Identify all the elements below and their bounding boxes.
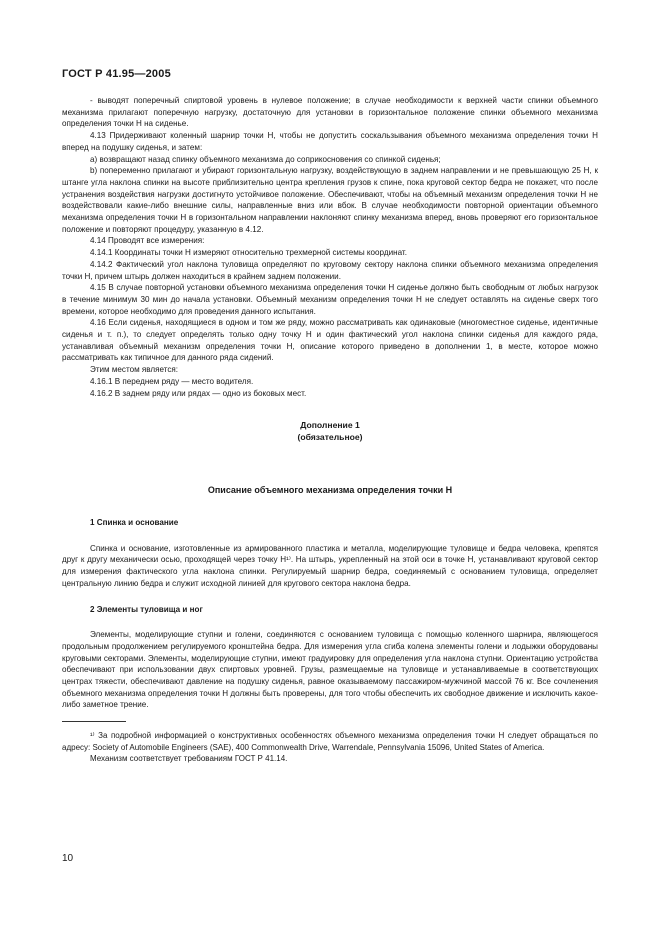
paragraph: 4.15 В случае повторной установки объемного механизма определения точки H сиденье должно быть свободным от любых нагрузок в течение минимум 30 мин до начала установки. Объемный механизм определения точки H не следует оставлять на сиденье сверх того времени, которое необходимо для проведения данного испытания.: [62, 283, 598, 316]
paragraph: 4.14.2 Фактический угол наклона туловища определяют по круговому сектору наклона спинки объемного механизма определения точки H, причем штырь должен находиться в крайнем заднем положении.: [62, 259, 598, 281]
annex-label: Дополнение 1: [300, 420, 360, 431]
annex-status: (обязательное): [297, 432, 363, 443]
paragraph: Элементы, моделирующие ступни и голени, соединяются с основанием туловища с помощью коленного шарнира, являющегося продольным продолжением регулируемого кронштейна бедра. Для измерения угла сгиба колена элементы голени и лодыжки оборудованы круговыми секторами. Элементы, моделирующие ступни, имеют градуировку для определения угла наклона ступни. Ориентацию устройства обеспечивают при использовании двух спиртовых уровней. Грузы, размещаемые на туловище и устанавливаемые в соответствующих центрах тяжести, обеспечивают давление на подушку сиденья, равное оказываемому пассажиром-мужчиной массой 76 кг. Все сочленения объемного механизма определения точки H должны быть проверены, для того чтобы обеспечить их свободное движение и исключить какое-либо заметное трение.: [62, 630, 598, 710]
paragraph: Спинка и основание, изготовленные из армированного пластика и металла, моделирующие туловище и бедра человека, крепятся друг к другу механически осью, проходящей через точку H¹⁾. На штырь, укрепленный на этой оси в точке H, устанавливают круговой сектор для измерения фактического угла наклона спинки. Регулируемый шарнир бедра, соединяемый с основанием туловища, определяет центральную линию бедра и служит исходной линией для кругового сектора наклона бедра.: [62, 543, 598, 588]
document-body: [62, 95, 598, 765]
section-heading: 1 Спинка и основание: [90, 517, 179, 527]
footnote: [62, 730, 598, 765]
paragraph: 4.13 Придерживают коленный шарнир точки H, чтобы не допустить соскальзывания объемного механизма определения точки H вперед на подушку сиденья, и затем:: [62, 131, 598, 152]
page-number: 10: [62, 853, 74, 864]
section-heading: 2 Элементы туловища и ног: [90, 604, 203, 614]
paragraph: 4.16.2 В заднем ряду или рядах — одно из боковых мест.: [90, 388, 307, 398]
annex-title: Описание объемного механизма определения точки H: [207, 485, 453, 496]
paragraph: - выводят поперечный спиртовой уровень в нулевое положение; в случае необходимости к верхней части спинки объемного механизма прилагают поперечную нагрузку, достаточную для установки в горизонтальное положение спинки объемного механизма определения точки H на сиденье.: [62, 96, 598, 129]
footnote-note: Механизм соответствует требованиям ГОСТ Р 41.14.: [90, 754, 288, 764]
paragraph: Этим местом является:: [90, 365, 179, 375]
paragraph: 4.16.1 В переднем ряду — место водителя.: [90, 376, 254, 386]
paragraph: a) возвращают назад спинку объемного механизма до соприкосновения со спинкой сиденья;: [90, 154, 441, 164]
footnote-divider: [62, 721, 126, 722]
paragraph: 4.14 Проводят все измерения:: [90, 236, 205, 246]
paragraph: 4.14.1 Координаты точки H измеряют относительно трехмерной системы координат.: [90, 248, 407, 258]
paragraph: b) попеременно прилагают и убирают горизонтальную нагрузку, воздействующую в заднем направлении и не превышающую 25 Н, к штанге угла наклона спинки на высоте приблизительно центра крепления грузов к спине, пока круговой сектор бедра не покажет, что после устранения воздействия нагрузки достигнуто устойчивое положение. Обеспечивают, чтобы на объемный механизм определения точки H не воздействовали какие-либо внешние силы, направленные вниз или вбок. В случае необходимости повторной ориентации объемного механизма определения точки H в горизонтальном направлении наклоняют спинку механизма вперед, вновь проверяют его горизонтальное положение и повторяют процедуру, указанную в 4.12.: [62, 166, 598, 234]
paragraph: 4.16 Если сиденья, находящиеся в одном и том же ряду, можно рассматривать как одинаковые (многоместное сиденье, идентичные сиденья и т. п.), то следует определять только одну точку H и один фактический угол наклона спинки сиденья для каждого ряда, устанавливая объемный механизм определения точки H, описание которого приведено в дополнении 1, в месте, которое можно рассматривать как типичное для данного ряда сидений.: [62, 318, 598, 363]
document-header: ГОСТ Р 41.95—2005: [62, 68, 171, 80]
footnote-text: ¹⁾ За подробной информацией о конструктивных особенностях объемного механизма определения точки H следует обращаться по адресу: Society of Automobile Engineers (SAE), 400 Commonwealth Drive, Warrendale, Pennsylvania 15096, United States of America.: [62, 731, 598, 752]
